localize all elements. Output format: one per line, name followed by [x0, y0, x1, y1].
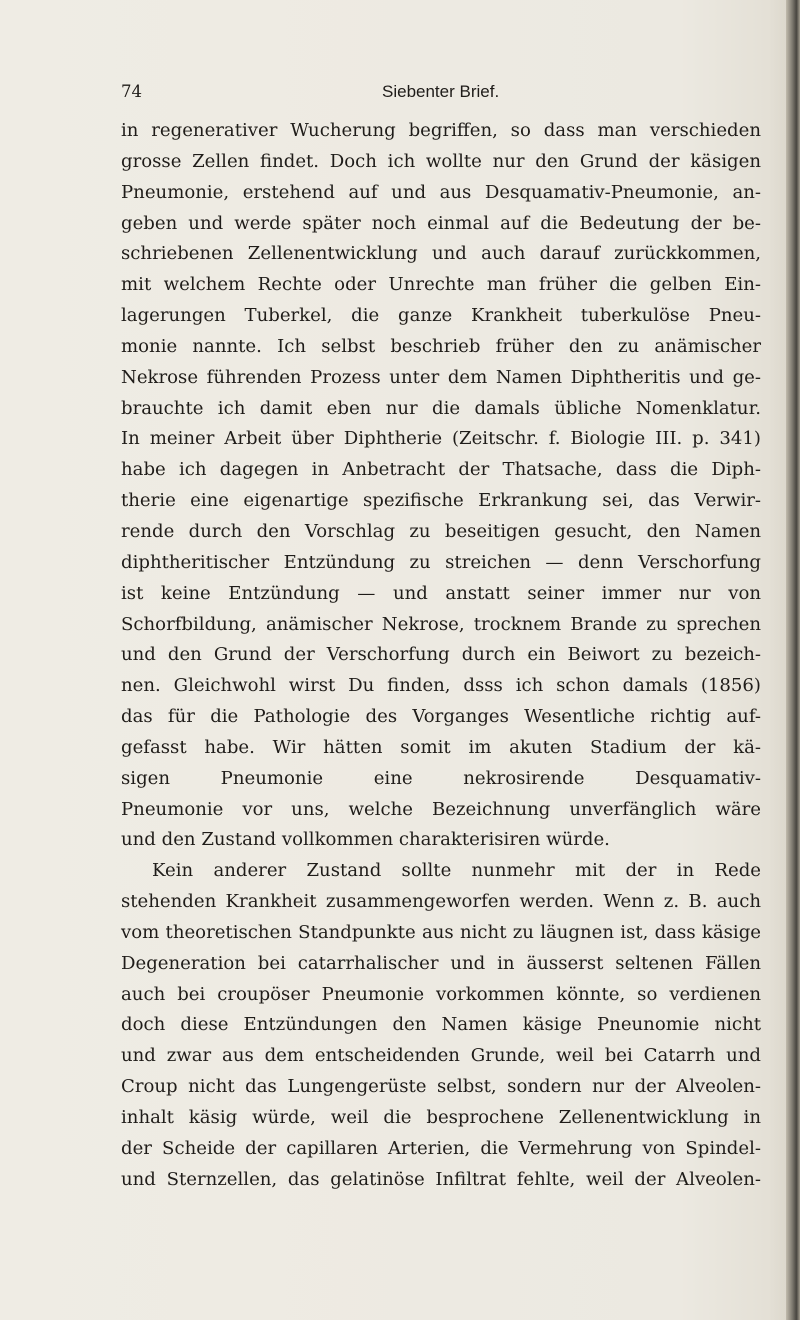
page-binding-edge: [786, 0, 800, 1320]
text-line: nen. Gleichwohl wirst Du finden, dsss ich schon damals (1856): [121, 675, 761, 697]
text-line: und zwar aus dem entscheidenden Grunde, weil bei Catarrh und: [121, 1045, 761, 1067]
text-line: auch bei croupöser Pneumonie vorkommen könnte, so verdienen: [121, 983, 761, 1005]
text-line: Schorfbildung, anämischer Nekrose, trocknem Brande zu sprechen: [121, 613, 761, 635]
text-line: therie eine eigenartige spezifische Erkrankung sei, das Verwir-: [121, 490, 761, 512]
text-line: lagerungen Tuberkel, die ganze Krankheit tuberkulöse Pneu-: [121, 305, 761, 327]
text-line: gefasst habe. Wir hätten somit im akuten Stadium der kä-: [121, 736, 761, 758]
running-title: Siebenter Brief.: [382, 82, 500, 101]
text-line: Degeneration bei catarrhalischer und in äusserst seltenen Fällen: [121, 952, 761, 974]
text-line: rende durch den Vorschlag zu beseitigen gesucht, den Namen: [121, 520, 761, 542]
text-line: inhalt käsig würde, weil die besprochene Zellenentwicklung in: [121, 1107, 761, 1128]
text-line: Croup nicht das Lungengerüste selbst, sondern nur der Alveolen-: [121, 1076, 761, 1098]
text-line: und Sternzellen, das gelatinöse Infiltrat fehlte, weil der Alveolen-: [121, 1168, 761, 1190]
text-line: vom theoretischen Standpunkte aus nicht zu läugnen ist, dass käsige: [121, 921, 761, 943]
text-line: geben und werde später noch einmal auf die Bedeutung der be-: [121, 212, 761, 234]
text-line: doch diese Entzündungen den Namen käsige Pneunomie nicht: [121, 1014, 761, 1036]
page-number: 74: [121, 82, 142, 101]
text-line: schriebenen Zellenentwicklung und auch darauf zurückkommen,: [121, 243, 761, 265]
text-line: sigen Pneumonie eine nekrosirende Desquamativ-: [121, 767, 761, 789]
text-line: und den Grund der Verschorfung durch ein Beiwort zu bezeich-: [121, 644, 761, 666]
text-line: habe ich dagegen in Anbetracht der Thatsache, dass die Diph-: [121, 459, 761, 481]
body-text: [121, 116, 761, 1196]
text-line: Pneumonie, erstehend auf und aus Desquamativ-Pneumonie, an-: [121, 181, 761, 203]
text-line: Pneumonie vor uns, welche Bezeichnung unverfänglich wäre: [121, 798, 761, 820]
text-line: stehenden Krankheit zusammengeworfen werden. Wenn z. B. auch: [121, 891, 761, 913]
paragraph-start-line: Kein anderer Zustand sollte nunmehr mit der in Rede: [152, 860, 761, 882]
text-line: das für die Pathologie des Vorganges Wesentliche richtig auf-: [121, 706, 761, 728]
text-line: grosse Zellen findet. Doch ich wollte nur den Grund der käsigen: [121, 150, 761, 172]
text-line: mit welchem Rechte oder Unrechte man früher die gelben Ein-: [121, 274, 761, 296]
text-line: der Scheide der capillaren Arterien, die Vermehrung von Spindel-: [121, 1137, 761, 1159]
text-line: in regenerativer Wucherung begriffen, so dass man verschieden: [121, 120, 761, 141]
text-line: brauchte ich damit eben nur die damals übliche Nomenklatur.: [121, 397, 761, 419]
text-line: Nekrose führenden Prozess unter dem Namen Diphtheritis und ge-: [121, 366, 761, 388]
text-line: ist keine Entzündung — und anstatt seiner immer nur von: [121, 582, 761, 604]
paragraph-end-line: und den Zustand vollkommen charakterisiren würde.: [121, 829, 610, 851]
running-header: [121, 82, 761, 106]
text-line: monie nannte. Ich selbst beschrieb früher den zu anämischer: [121, 335, 761, 357]
text-line: diphtheritischer Entzündung zu streichen — denn Verschorfung: [121, 551, 761, 573]
text-line: In meiner Arbeit über Diphtherie (Zeitschr. f. Biologie III. p. 341): [121, 428, 761, 450]
